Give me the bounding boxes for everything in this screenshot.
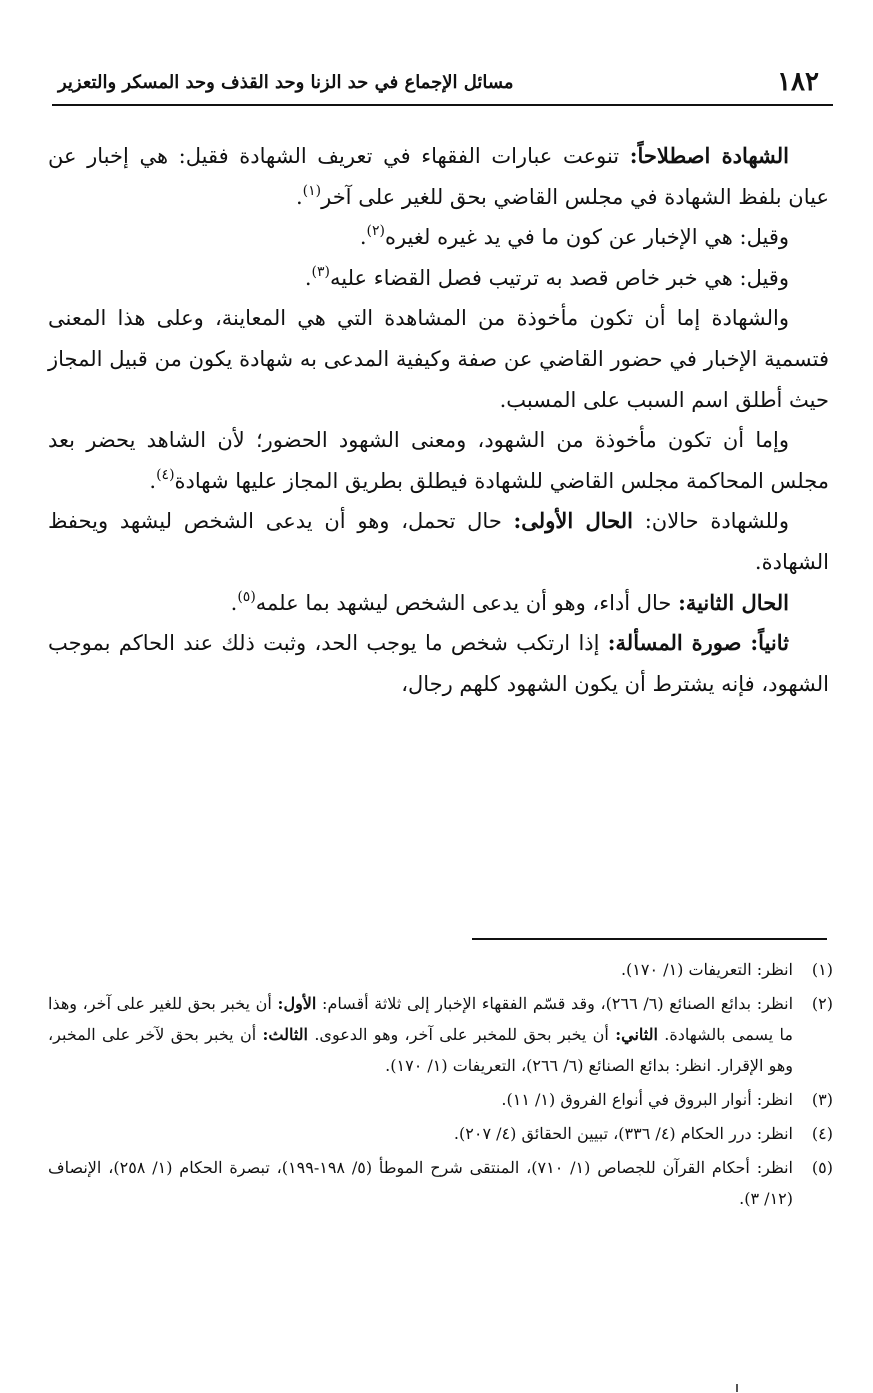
footnote-number: (٤): [811, 1124, 833, 1143]
footnote-text: أن يخبر بحق لآخر على المخبر، وهو الإقرار. انظر: بدائع الصنائع (٦/ ٢٦٦)، التعريفات (١/ ١٧٠).: [48, 1025, 793, 1075]
footnote-number: (٣): [811, 1090, 833, 1109]
footnote-text: انظر: أحكام القرآن للجصاص (١/ ٧١٠)، المنتقى شرح الموطأ (٥/ ١٩٨-١٩٩)، تبصرة الحكام (١/ ٢٥٨)، الإنصاف (١٢/ ٣).: [48, 1158, 793, 1208]
paragraph-text: وإما أن تكون مأخوذة من الشهود، ومعنى الشهود الحضور؛ لأن الشاهد يحضر بعد مجلس المحاكمة مجلس القاضي للشهادة فيطلق بطريق المجاز عليها شهادة: [48, 428, 829, 493]
footnotes: [48, 954, 833, 1217]
footnote: [48, 988, 833, 1081]
main-text: [48, 136, 829, 704]
footnote: [48, 954, 833, 985]
footnote-number: (١): [811, 960, 833, 979]
footnote-text: انظر: أنوار البروق في أنواع الفروق (١/ ١١).: [501, 1090, 793, 1109]
paragraph-text: وللشهادة حالان:: [632, 509, 789, 534]
first-state-heading: الحال الأولى:: [513, 508, 633, 534]
footnote: [48, 1084, 833, 1115]
footnote-text: انظر: بدائع الصنائع (٦/ ٢٦٦)، وقد قسّم الفقهاء الإخبار إلى ثلاثة أقسام:: [316, 994, 794, 1013]
footnote-ref: (١): [302, 182, 322, 199]
paragraph-text: وقيل: هي الإخبار عن كون ما في يد غيره لغيره: [384, 225, 789, 250]
scan-speck: [736, 1384, 738, 1392]
paragraph-text: إذا ارتكب شخص ما يوجب الحد، وثبت ذلك عند الحاكم بموجب الشهود، فإنه يشترط أن يكون الشهود كلهم رجال،: [48, 631, 829, 696]
paragraph-text: والشهادة إما أن تكون مأخوذة من المشاهدة التي هي المعاينة، وعلى هذا المعنى فتسمية الإخبار في حضور القاضي عن صفة وكيفية المدعى به شهادة يكون من قبيل المجاز حيث أطلق اسم السبب على المسبب.: [48, 306, 829, 412]
footnote-text: انظر: درر الحكام (٤/ ٣٣٦)، تبيين الحقائق (٤/ ٢٠٧).: [453, 1124, 793, 1143]
footnote-bold-term: الأول:: [277, 994, 317, 1013]
paragraph-second-state: [48, 583, 829, 624]
footnote-number: (٥): [811, 1158, 833, 1177]
header-rule: [52, 104, 833, 106]
paragraph-text: حال أداء، وهو أن يدعى الشخص ليشهد بما علمه: [255, 590, 679, 615]
footnote: [48, 1118, 833, 1149]
paragraph-definition: [48, 136, 829, 217]
page-header: [50, 62, 833, 102]
paragraph-end: .: [295, 184, 303, 209]
paragraph-text: تنوعت عبارات الفقهاء في تعريف الشهادة فقيل: هي إخبار عن عيان بلفظ الشهادة في مجلس القاضي بحق للغير على آخر: [48, 144, 829, 209]
paragraph-second-definition: [48, 217, 829, 258]
paragraph-end: .: [304, 265, 312, 290]
second-state-heading: الحال الثانية:: [678, 589, 789, 615]
paragraph-text: وقيل: هي خبر خاص قصد به ترتيب فصل القضاء عليه: [329, 265, 789, 290]
paragraph-two-states: [48, 501, 829, 582]
footnote-ref: (٥): [237, 588, 256, 605]
page-number: ١٨٢: [777, 67, 819, 97]
paragraph-derivation-one: [48, 298, 829, 420]
footnote-bold-term: الثاني:: [615, 1025, 658, 1044]
paragraph-end: .: [149, 468, 157, 493]
term-heading: الشهادة اصطلاحاً:: [629, 143, 790, 168]
footnote: [48, 1152, 833, 1214]
paragraph-issue-form: [48, 623, 829, 704]
footnote-text: انظر: التعريفات (١/ ١٧٠).: [620, 960, 793, 979]
footnote-separator: [472, 938, 827, 940]
paragraph-text: حال تحمل، وهو أن يدعى الشخص ليشهد ويحفظ الشهادة.: [48, 509, 829, 574]
footnote-number: (٢): [811, 994, 833, 1013]
paragraph-derivation-two: [48, 420, 829, 501]
issue-heading: ثانياً: صورة المسألة:: [607, 630, 790, 656]
footnote-text: أن يخبر بحق للمخبر على آخر، وهو الدعوى.: [308, 1025, 616, 1044]
footnote-ref: (٢): [366, 223, 385, 240]
footnote-ref: (٣): [311, 263, 330, 280]
footnote-bold-term: الثالث:: [262, 1025, 308, 1044]
footnote-ref: (٤): [156, 466, 175, 483]
paragraph-end: .: [230, 590, 238, 615]
paragraph-end: .: [359, 225, 367, 250]
footnote-text: أن يخبر بحق للغير على آخر، وهذا ما يسمى بالشهادة.: [48, 994, 794, 1044]
running-title: مسائل الإجماع في حد الزنا وحد القذف وحد المسكر والتعزير: [58, 72, 514, 93]
paragraph-third-definition: [48, 258, 829, 299]
